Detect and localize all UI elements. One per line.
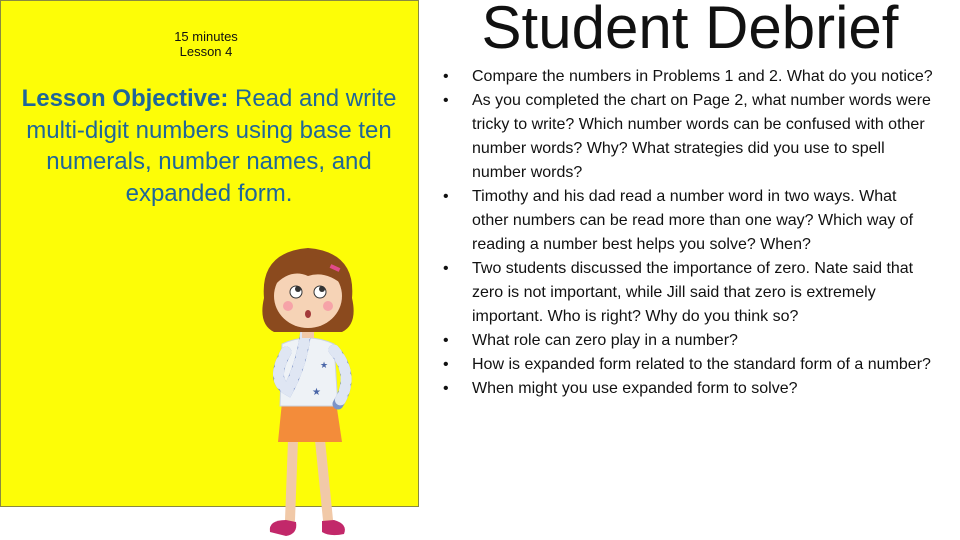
girl-cheek-right: [323, 301, 333, 311]
bullet-icon: •: [443, 92, 449, 109]
question-text: As you completed the chart on Page 2, what number words were tricky to write? Which number words can be confused with other number words? Why? What strategies did you use to spell number words?: [472, 92, 931, 181]
debrief-question-list: [440, 65, 935, 401]
list-item: [440, 257, 935, 329]
bullet-icon: •: [443, 188, 449, 205]
list-item: [440, 353, 935, 377]
question-text: Compare the numbers in Problems 1 and 2. What do you notice?: [472, 68, 933, 85]
list-item: [440, 329, 935, 353]
lesson-meta: [141, 29, 271, 59]
bullet-icon: •: [443, 68, 449, 85]
girl-skirt: [278, 402, 342, 442]
question-text: What role can zero play in a number?: [472, 332, 738, 349]
bullet-icon: •: [443, 380, 449, 397]
page-title: Student Debrief: [481, 0, 899, 61]
lesson-number: Lesson 4: [179, 44, 233, 59]
shirt-star-2: ★: [312, 387, 321, 398]
list-item: [440, 185, 935, 257]
list-item: [440, 377, 935, 401]
girl-leg-right: [320, 440, 328, 520]
bullet-icon: •: [443, 260, 449, 277]
objective-lead: Lesson Objective:: [21, 85, 229, 112]
thinking-girl-illustration: [230, 240, 390, 540]
list-item: [440, 89, 935, 185]
shirt-star-3: ★: [320, 360, 329, 370]
bullet-icon: •: [443, 356, 449, 373]
question-text: When might you use expanded form to solve?: [472, 380, 798, 397]
question-text: Two students discussed the importance of zero. Nate said that zero is not important, while Jill said that zero is extremely important. Who is right? Why do you think so?: [472, 260, 914, 325]
shirt-star-1: ★: [290, 371, 300, 383]
girl-leg-left: [290, 440, 293, 520]
girl-shoe-right: [322, 520, 345, 535]
list-item: [440, 65, 935, 89]
girl-cheek-left: [283, 301, 293, 311]
girl-mouth: [305, 310, 311, 318]
girl-shoe-left: [270, 520, 296, 536]
bullet-icon: •: [443, 332, 449, 349]
question-text: Timothy and his dad read a number word in two ways. What other numbers can be read more than one way? Which way of reading a number best helps you solve? When?: [472, 188, 914, 253]
lesson-duration: 15 minutes: [174, 29, 238, 44]
objective-text: Read and write multi-digit numbers using base ten numerals, number names, and expanded form.: [26, 85, 397, 207]
lesson-objective: [5, 83, 413, 209]
question-text: How is expanded form related to the standard form of a number?: [472, 356, 931, 373]
